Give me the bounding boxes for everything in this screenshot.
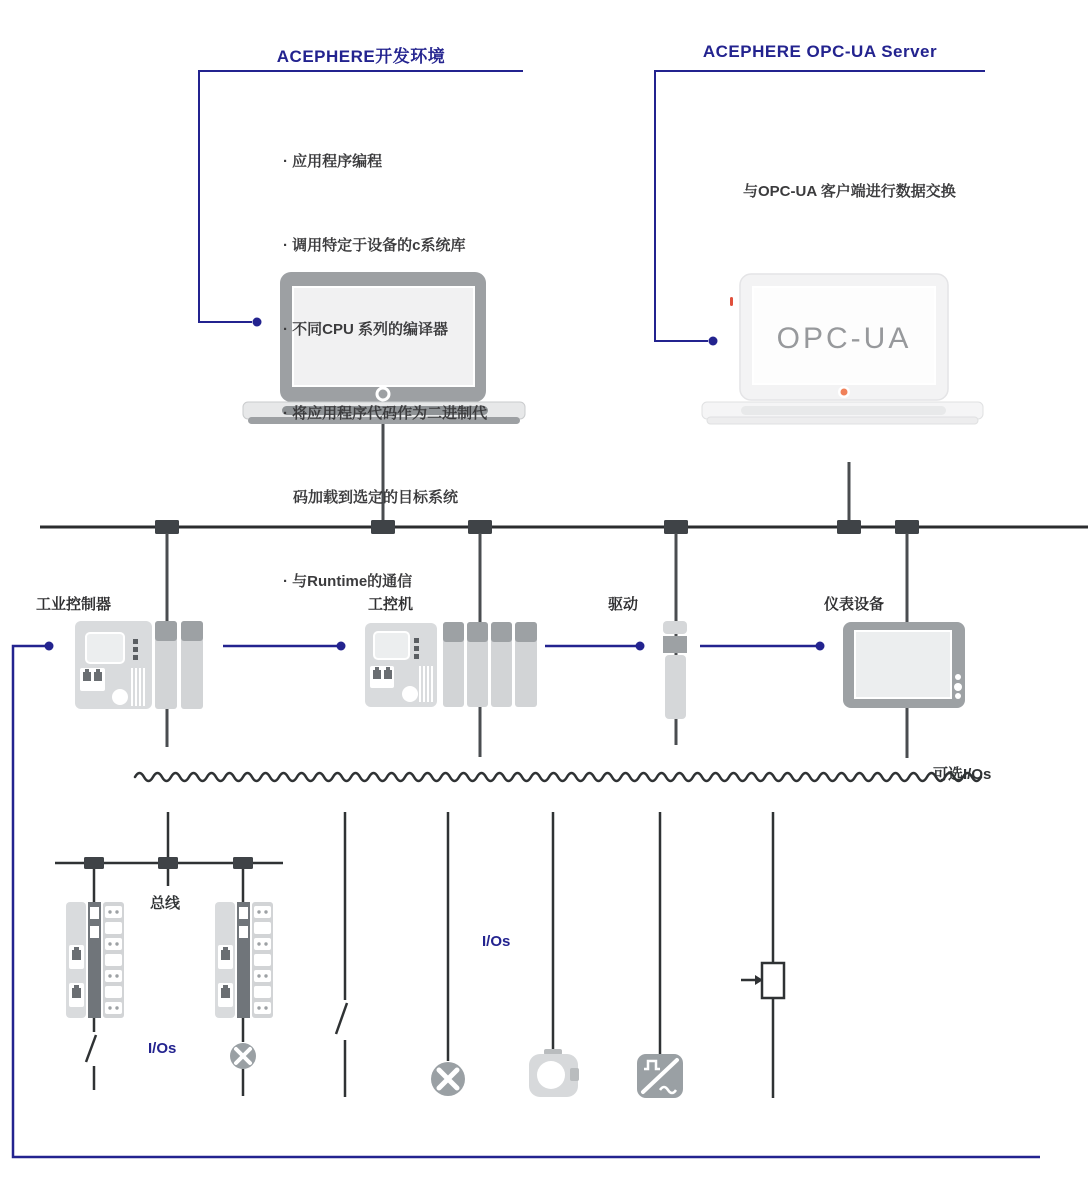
optional-io-wavy-line	[135, 773, 981, 781]
ipc-to-drive-connector	[545, 642, 645, 651]
instrument-label: 仪表设备	[824, 596, 885, 613]
controller-label: 工业控制器	[36, 596, 112, 613]
bullet-item: · 将应用程序代码作为二进制代	[283, 405, 488, 422]
bullet-item: · 与Runtime的通信	[283, 573, 413, 590]
opcua-connector-dot	[709, 337, 718, 346]
bullet-item: · 应用程序编程	[283, 153, 383, 170]
ios-label-mid: I/Os	[482, 933, 511, 950]
instrument-panel-illustration	[843, 622, 965, 708]
signal-converter-icon	[637, 1054, 683, 1098]
switch-icon	[86, 1018, 96, 1090]
opcua-description: 与OPC-UA 客户端进行数据交换	[743, 183, 956, 200]
lamp-icon	[230, 1018, 256, 1096]
drive-to-instrument-connector	[700, 642, 825, 651]
opcua-title: ACEPHERE OPC-UA Server	[702, 42, 938, 61]
opcua-red-tick	[730, 297, 733, 306]
bullet-item: · 调用特定于设备的c系统库	[283, 237, 466, 254]
dev-env-bullet-list	[283, 92, 487, 652]
dev-env-title: ACEPHERE开发环境	[276, 47, 446, 66]
fieldbus	[40, 520, 1088, 534]
io-module-illustration	[66, 902, 124, 1018]
sensor-icon	[529, 1049, 579, 1097]
lamp-icon	[431, 1062, 465, 1096]
drive-label: 驱动	[608, 596, 639, 613]
potentiometer-icon	[741, 963, 784, 1098]
switch-icon	[336, 1003, 347, 1097]
bullet-item: · 不同CPU 系列的编译器	[283, 321, 449, 338]
io-module-illustration	[215, 902, 273, 1018]
industrial-controller-illustration	[75, 621, 203, 709]
ios-label-left: I/Os	[148, 1040, 177, 1057]
optional-ios-label: 可选I/Os	[933, 766, 992, 783]
bullet-item-continuation: 码加载到选定的目标系统	[293, 489, 459, 506]
dev-env-connector-dot	[253, 318, 262, 327]
sub-bus-label: 总线	[150, 895, 181, 912]
ipc-label: 工控机	[368, 596, 414, 613]
opcua-laptop-illustration	[702, 274, 983, 527]
opcua-screen-text: OPC-UA	[776, 322, 912, 355]
